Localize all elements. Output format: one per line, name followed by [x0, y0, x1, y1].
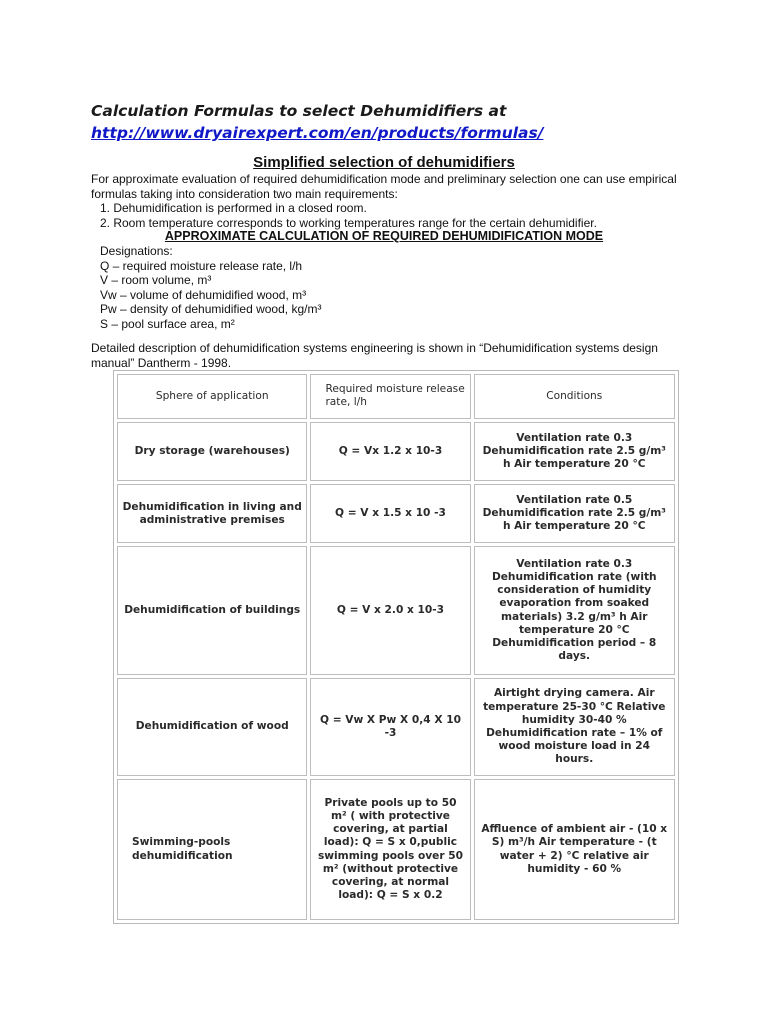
- table-row: [117, 678, 675, 776]
- table-cell: Ventilation rate 0.3 Dehumidification rate (with consideration of humidity evaporation from soaked materials) 3.2 g/m³ h Air temperature 20 °C Dehumidification period – 8 days.: [474, 546, 675, 675]
- intro-paragraph: [91, 172, 691, 201]
- header-cell: Required moisture release rate, l/h: [310, 374, 470, 419]
- designation-item: S – pool surface area, m²: [100, 316, 235, 331]
- table-row: [117, 422, 675, 481]
- detailed-note: [91, 341, 691, 370]
- formulas-link[interactable]: http://www.dryairexpert.com/en/products/formulas/: [91, 124, 544, 142]
- table-cell: Dehumidification in living and administrative premises: [117, 484, 307, 543]
- designation-item: Q – required moisture release rate, l/h: [100, 258, 303, 273]
- designation-item: Vw – volume of dehumidified wood, m³: [100, 287, 307, 302]
- table-cell: Dry storage (warehouses): [117, 422, 307, 481]
- table-cell: Dehumidification of buildings: [117, 546, 307, 675]
- table-cell: Q = Vx 1.2 x 10-3: [310, 422, 470, 481]
- table-cell: Q = V x 2.0 x 10-3: [310, 546, 470, 675]
- table-row: [117, 484, 675, 543]
- requirement-item: 1. Dehumidification is performed in a closed room.: [100, 201, 367, 215]
- table-cell: Ventilation rate 0.5 Dehumidification rate 2.5 g/m³ h Air temperature 20 °C: [474, 484, 675, 543]
- detailed-note-text: Detailed description of dehumidification systems engineering is shown in “Dehumidification systems design manual” Dantherm - 1998.: [91, 341, 658, 370]
- table-row: [117, 779, 675, 920]
- table-header-row: [117, 374, 675, 419]
- table-row: [117, 546, 675, 675]
- table-cell: Dehumidification of wood: [117, 678, 307, 776]
- table-cell: Private pools up to 50 m² ( with protective covering, at partial load): Q = S x 0,public swimming pools over 50 m² (without protective covering, at normal load): Q = S x 0.2: [310, 779, 470, 920]
- sub-heading: APPROXIMATE CALCULATION OF REQUIRED DEHUMIDIFICATION MODE: [164, 229, 604, 243]
- table-cell: Q = Vw X Pw X 0,4 X 10 -3: [310, 678, 470, 776]
- table-cell: Affluence of ambient air - (10 x S) m³/h Air temperature - (t water + 2) °C relative air humidity - 60 %: [474, 779, 675, 920]
- intro-text: For approximate evaluation of required dehumidification mode and preliminary selection one can use empirical formulas taking into consideration two main requirements:: [91, 172, 677, 201]
- designation-item: Pw – density of dehumidified wood, kg/m³: [100, 302, 322, 316]
- table-cell: Airtight drying camera. Air temperature 25-30 °C Relative humidity 30-40 % Dehumidification rate – 1% of wood moisture load in 24 hours.: [474, 678, 675, 776]
- header-cell: Sphere of application: [117, 374, 307, 419]
- header-cell: Conditions: [474, 374, 675, 419]
- table-cell: Ventilation rate 0.3 Dehumidification rate 2.5 g/m³ h Air temperature 20 °C: [474, 422, 675, 481]
- designation-item: V – room volume, m³: [100, 273, 212, 287]
- designations-label: Designations:: [100, 244, 173, 258]
- table-cell: Q = V x 1.5 x 10 -3: [310, 484, 470, 543]
- document-title: Calculation Formulas to select Dehumidifiers at: [91, 102, 507, 120]
- section-title: Simplified selection of dehumidifiers: [253, 154, 515, 171]
- requirements-list: [91, 201, 691, 230]
- formulas-table: [113, 370, 679, 924]
- requirement-item: 2. Room temperature corresponds to working temperatures range for the certain dehumidifier.: [100, 215, 597, 230]
- table-cell: Swimming-pools dehumidification: [117, 779, 307, 920]
- designations-list: [91, 244, 691, 331]
